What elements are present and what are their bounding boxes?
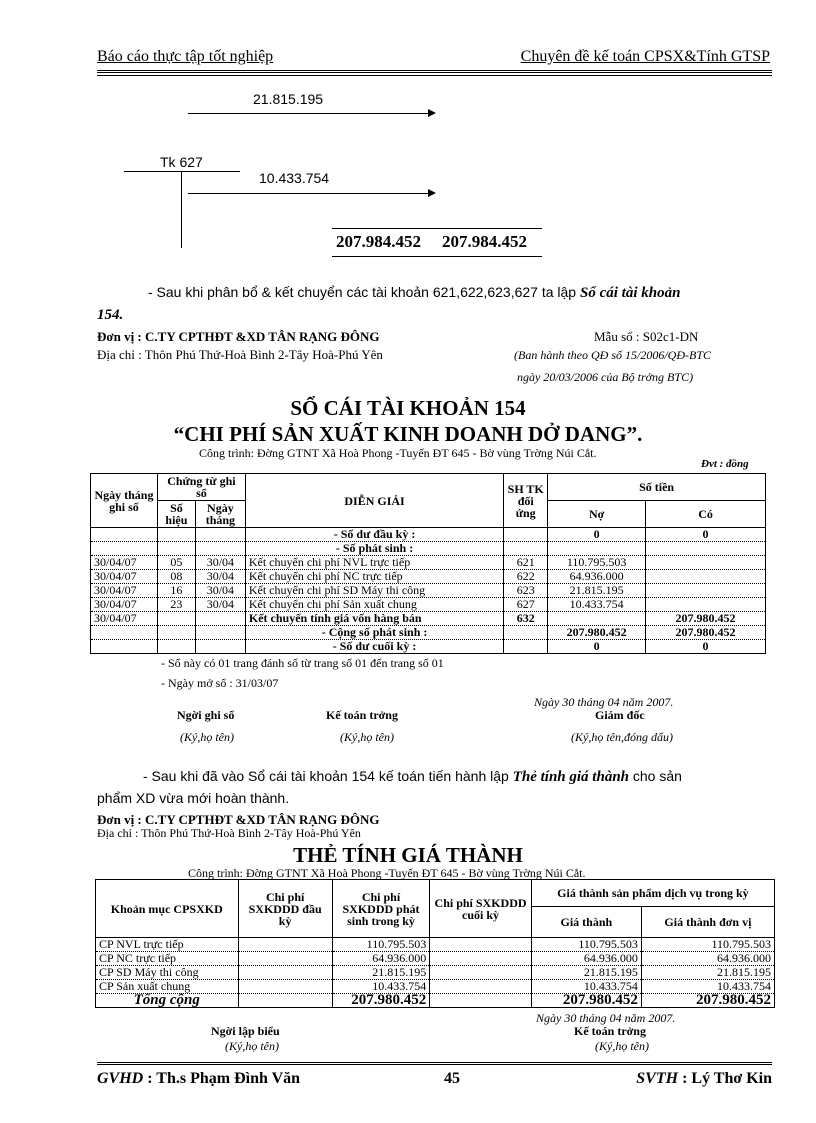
col-cost-unit: Giá thành đơn vị	[641, 907, 774, 938]
ledger-title-1: SỔ CÁI TÀI KHOẢN 154	[290, 396, 526, 420]
footer-divider	[97, 1062, 772, 1065]
t-account-vertical-line	[181, 171, 182, 248]
table-row-arising: - Số phát sinh :	[91, 542, 766, 556]
card-chief: Kế toán trởng	[574, 1024, 646, 1038]
ledger-table	[90, 473, 766, 654]
table-row: CP Sản xuất chung 10.433.754 10.433.754 10.433.754	[96, 980, 775, 994]
t-account-label: Tk 627	[160, 154, 203, 170]
table-row-total: - Cộng số phát sinh : 207.980.452 207.980.452	[91, 626, 766, 640]
footer-page-number: 45	[444, 1070, 460, 1087]
card-chief-sub: (Ký,họ tên)	[595, 1039, 649, 1053]
card-address: Địa chỉ : Thôn Phú Thứ-Hoà Bình 2-Tây Hoà-Phú Yên	[97, 826, 361, 840]
intro-1-emphasis: Sổ cái tài khoản	[579, 285, 681, 301]
table-row: CP NVL trực tiếp 110.795.503 110.795.503 110.795.503	[96, 938, 775, 952]
col-voucher: Chứng từ ghi sổ	[157, 474, 245, 501]
intro-2-line-2: phẩm XD vừa mới hoàn thành.	[97, 790, 290, 806]
ledger-project: Công trình: Đờng GTNT Xã Hoà Phong -Tuyến ĐT 645 - Bờ vùng Trờng Núi Cắt.	[199, 446, 597, 460]
col-arise: Chi phí SXKDDD phát sinh trong kỳ	[332, 880, 429, 938]
intro-1-cont: 154.	[97, 307, 124, 323]
col-desc: DIỄN GIẢI	[245, 474, 503, 528]
signer-3-sub: (Ký,họ tên,đóng dấu)	[571, 730, 673, 744]
col-cost: Giá thành sản phẩm dịch vụ trong kỳ	[531, 880, 774, 907]
t-account-amount-1: 21.815.195	[253, 91, 324, 107]
intro-1: - Sau khi phân bổ & kết chuyển các tài khoản 621,622,623,627 ta lập Sổ cái tài khoản	[148, 284, 681, 301]
col-amount: Số tiền	[548, 474, 766, 501]
header-right: Chuyên đề kế toán CPSX&Tính GTSP	[520, 48, 770, 65]
card-sign-date: Ngày 30 tháng 04 năm 2007.	[536, 1011, 676, 1025]
intro-2: - Sau khi đã vào Sổ cái tài khoản 154 kế toán tiến hành lập Thẻ tính giá thành cho sản	[143, 768, 682, 785]
t-account-top-line	[124, 171, 240, 172]
header-divider	[97, 70, 772, 76]
total-debit: 207.984.452	[336, 232, 421, 251]
table-row: CP SD Máy thi công 21.815.195 21.815.195 21.815.195	[96, 966, 775, 980]
table-row-opening: - Số dư đầu kỳ : 0 0	[91, 528, 766, 542]
total-bottom-line	[332, 256, 542, 257]
signer-1-sub: (Ký,họ tên)	[180, 730, 234, 744]
col-voucher-date: Ngày tháng	[195, 501, 245, 528]
unit-name: Đơn vị : C.TY CPTHĐT &XD TÂN RẠNG ĐÔNG	[97, 329, 380, 344]
header-left: Báo cáo thực tập tốt nghiệp	[97, 48, 274, 65]
cost-card-table	[95, 879, 775, 1008]
decision-line-1: (Ban hành theo QĐ số 15/2006/QĐ-BTC	[514, 348, 711, 362]
table-row-sum: Tổng cộng 207.980.452 207.980.452 207.980.452	[96, 994, 775, 1008]
ledger-sign-date: Ngày 30 tháng 04 năm 2007.	[534, 695, 674, 709]
col-date: Ngày tháng ghi sổ	[91, 474, 158, 528]
unit-address: Địa chỉ : Thôn Phú Thứ-Hoà Bình 2-Tây Hoà-Phú Yên	[97, 347, 383, 362]
footer-svth: SVTH : Lý Thơ Kin	[636, 1070, 772, 1087]
col-voucher-no: Số hiệu	[157, 501, 195, 528]
table-row: CP NC trực tiếp 64.936.000 64.936.000 64.936.000	[96, 952, 775, 966]
signer-2-sub: (Ký,họ tên)	[340, 730, 394, 744]
ledger-note-1: - Sổ này có 01 trang đánh số từ trang số 01 đến trang số 01	[161, 656, 444, 670]
signer-1-title: Ngời ghi sổ	[177, 708, 235, 722]
signer-3-title: Giám đốc	[595, 708, 645, 722]
col-cost-total: Giá thành	[531, 907, 641, 938]
ledger-unit: Đvt : đồng	[701, 458, 749, 470]
t-account-amount-2: 10.433.754	[259, 170, 330, 186]
col-account: SH TK đối ứng	[504, 474, 548, 528]
card-maker-sub: (Ký,họ tên)	[225, 1039, 279, 1053]
col-close: Chi phí SXKDDD cuối kỳ	[430, 880, 532, 938]
col-open: Chi phí SXKDDD đầu kỳ	[238, 880, 332, 938]
card-unit: Đơn vị : C.TY CPTHĐT &XD TÂN RẠNG ĐÔNG	[97, 812, 380, 827]
card-title: THẺ TÍNH GIÁ THÀNH	[293, 843, 523, 867]
table-row-closing: - Số dư cuối kỳ : 0 0	[91, 640, 766, 654]
ledger-note-2: - Ngày mở sổ : 31/03/07	[161, 676, 279, 690]
form-number: Mẫu số : S02c1-DN	[594, 329, 699, 344]
col-debit: Nợ	[548, 501, 646, 528]
total-credit: 207.984.452	[442, 232, 527, 251]
table-row: 30/04/07 08 30/04 Kết chuyển chi phí NC trực tiếp 622 64.936.000	[91, 570, 766, 584]
table-row: 30/04/07 Kết chuyển tính giá vốn hàng bán 632 207.980.452	[91, 612, 766, 626]
intro-2-emphasis: Thẻ tính giá thành	[512, 769, 629, 785]
col-item: Khoản mục CPSXKD	[96, 880, 239, 938]
card-project: Công trình: Đờng GTNT Xã Hoà Phong -Tuyến ĐT 645 - Bờ vùng Trờng Núi Cắt.	[188, 866, 586, 880]
table-row: 30/04/07 16 30/04 Kết chuyển chi phí SD Máy thi công 623 21.815.195	[91, 584, 766, 598]
footer-gvhd: GVHD : Th.s Phạm Đình Văn	[97, 1070, 301, 1087]
arrow-1	[188, 113, 434, 114]
signer-2-title: Kế toán trởng	[326, 708, 398, 722]
arrow-2	[188, 193, 434, 194]
col-credit: Có	[646, 501, 766, 528]
table-row: 30/04/07 23 30/04 Kết chuyển chi phí Sản xuất chung 627 10.433.754	[91, 598, 766, 612]
ledger-title-2: “CHI PHÍ SẢN XUẤT KINH DOANH DỞ DANG”.	[173, 422, 643, 446]
table-row: 30/04/07 05 30/04 Kết chuyển chi phí NVL trực tiếp 621 110.795.503	[91, 556, 766, 570]
decision-line-2: ngày 20/03/2006 của Bộ trởng BTC)	[517, 370, 694, 384]
card-maker: Ngời lập biểu	[211, 1024, 280, 1038]
total-top-line	[332, 228, 542, 229]
